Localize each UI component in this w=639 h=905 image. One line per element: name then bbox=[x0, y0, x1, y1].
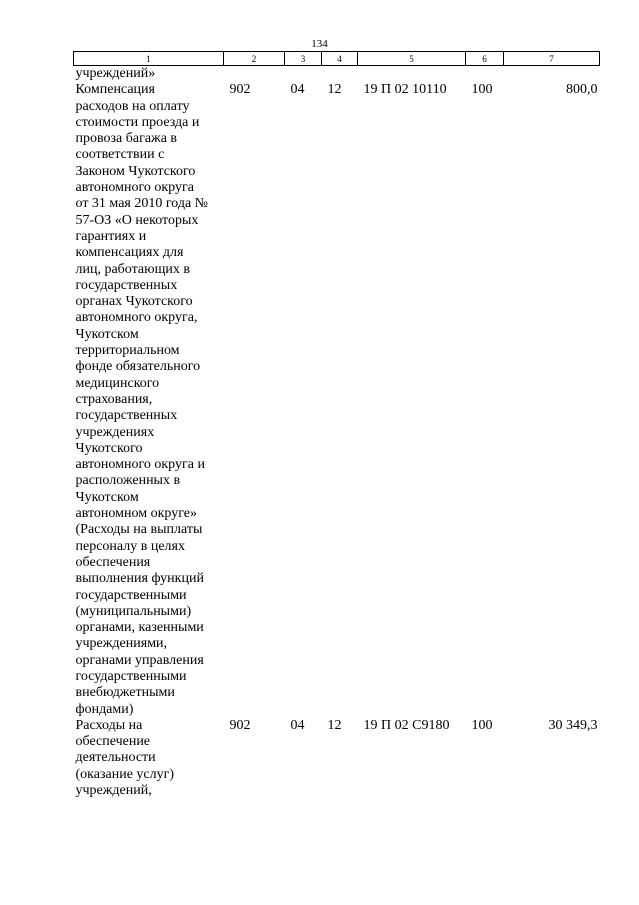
row-name-line: учреждениях bbox=[75, 424, 155, 440]
row-name-line: территориальном bbox=[75, 343, 180, 359]
row-chapter-cell: 902 bbox=[229, 717, 251, 733]
row-name-line: органами, казенными bbox=[75, 620, 204, 636]
row-name-line: государственных bbox=[75, 408, 178, 424]
row-name-line: расходов на оплату bbox=[75, 98, 190, 114]
row-name-cell bbox=[74, 82, 224, 718]
row-name-line: внебюджетными bbox=[75, 685, 175, 701]
row-name-line: стоимости проезда и bbox=[75, 114, 200, 130]
table-row bbox=[74, 66, 600, 83]
page-number: 134 bbox=[311, 38, 328, 50]
row-expense-type-cell: 100 bbox=[471, 717, 493, 733]
row-target-article-cell: 19 П 02 С9180 bbox=[363, 717, 450, 733]
row-name-line: Законом Чукотского bbox=[75, 163, 196, 179]
table-row bbox=[74, 82, 600, 718]
row-name-line: от 31 мая 2010 года № bbox=[75, 196, 209, 212]
row-subsection-cell: 12 bbox=[327, 82, 342, 98]
row-name-line: Чукотском bbox=[75, 489, 139, 505]
row-name-line: учреждений» bbox=[75, 66, 156, 81]
row-expense-type-cell: 100 bbox=[471, 82, 493, 98]
row-section-cell bbox=[285, 66, 322, 83]
row-name-line: государственными bbox=[75, 668, 187, 684]
row-amount-cell: 30 349,3 bbox=[548, 717, 598, 733]
row-name-cell bbox=[74, 66, 224, 83]
row-name-line: автономном округе» bbox=[75, 506, 197, 522]
row-name-line: Компенсация bbox=[75, 82, 155, 98]
row-name-line: персоналу в целях bbox=[75, 538, 185, 554]
row-target-article-cell: 19 П 02 10110 bbox=[363, 82, 447, 98]
row-name-line: автономного округа и bbox=[75, 457, 205, 473]
table-body bbox=[74, 66, 600, 800]
row-name-line: медицинского bbox=[75, 375, 160, 391]
row-chapter-cell bbox=[224, 66, 285, 83]
row-name-line: государственных bbox=[75, 277, 178, 293]
row-name-line: провоза багажа в bbox=[75, 131, 178, 147]
row-name-line: фондами) bbox=[75, 701, 134, 717]
row-name-line: (оказание услуг) bbox=[75, 766, 175, 782]
row-name-line: Чукотского bbox=[75, 440, 143, 456]
row-target-article-cell bbox=[358, 66, 466, 83]
header-col-4: 4 bbox=[322, 52, 358, 66]
row-subsection-cell bbox=[322, 66, 358, 83]
row-name-line: компенсациях для bbox=[75, 245, 184, 261]
row-name-cell bbox=[74, 718, 224, 799]
row-section-cell: 04 bbox=[290, 82, 305, 98]
budget-table bbox=[73, 51, 600, 799]
row-name-line: соответствии с bbox=[75, 147, 165, 163]
row-name-line: Расходы на bbox=[75, 717, 143, 733]
header-row bbox=[74, 52, 600, 66]
row-name-line: автономного округа bbox=[75, 180, 194, 196]
row-name-line: учреждений, bbox=[75, 783, 152, 799]
row-name-line: 57-ОЗ «О некоторых bbox=[75, 212, 199, 228]
header-col-6: 6 bbox=[466, 52, 504, 66]
row-name-line: фонде обязательного bbox=[75, 359, 201, 375]
row-chapter-cell: 902 bbox=[229, 82, 251, 98]
row-name-line: государственными bbox=[75, 587, 187, 603]
row-name-line: обеспечение bbox=[75, 734, 151, 750]
row-subsection-cell: 12 bbox=[327, 717, 342, 733]
row-name-line: (Расходы на выплаты bbox=[75, 522, 203, 538]
row-name-line: автономного округа, bbox=[75, 310, 198, 326]
row-name-line: учреждениями, bbox=[75, 636, 168, 652]
row-amount-cell bbox=[504, 66, 600, 83]
header-col-7: 7 bbox=[504, 52, 600, 66]
row-name-line: выполнения функций bbox=[75, 571, 204, 587]
row-expense-type-cell bbox=[466, 66, 504, 83]
header-col-3: 3 bbox=[285, 52, 322, 66]
row-name-line: страхования, bbox=[75, 391, 153, 407]
row-name-line: (муниципальными) bbox=[75, 603, 192, 619]
row-amount-cell: 800,0 bbox=[566, 82, 598, 98]
row-section-cell: 04 bbox=[290, 717, 305, 733]
row-name-line: лиц, работающих в bbox=[75, 261, 190, 277]
row-name-line: обеспечения bbox=[75, 554, 151, 570]
row-name-line: органах Чукотского bbox=[75, 294, 193, 310]
row-name-line: Чукотском bbox=[75, 326, 139, 342]
header-col-2: 2 bbox=[224, 52, 285, 66]
row-name-line: гарантиях и bbox=[75, 228, 147, 244]
table-row bbox=[74, 718, 600, 799]
row-name-line: деятельности bbox=[75, 750, 156, 766]
header-col-5: 5 bbox=[358, 52, 466, 66]
table-header bbox=[74, 52, 600, 66]
row-name-line: органами управления bbox=[75, 652, 204, 668]
header-col-1: 1 bbox=[74, 52, 224, 66]
row-name-line: расположенных в bbox=[75, 473, 181, 489]
